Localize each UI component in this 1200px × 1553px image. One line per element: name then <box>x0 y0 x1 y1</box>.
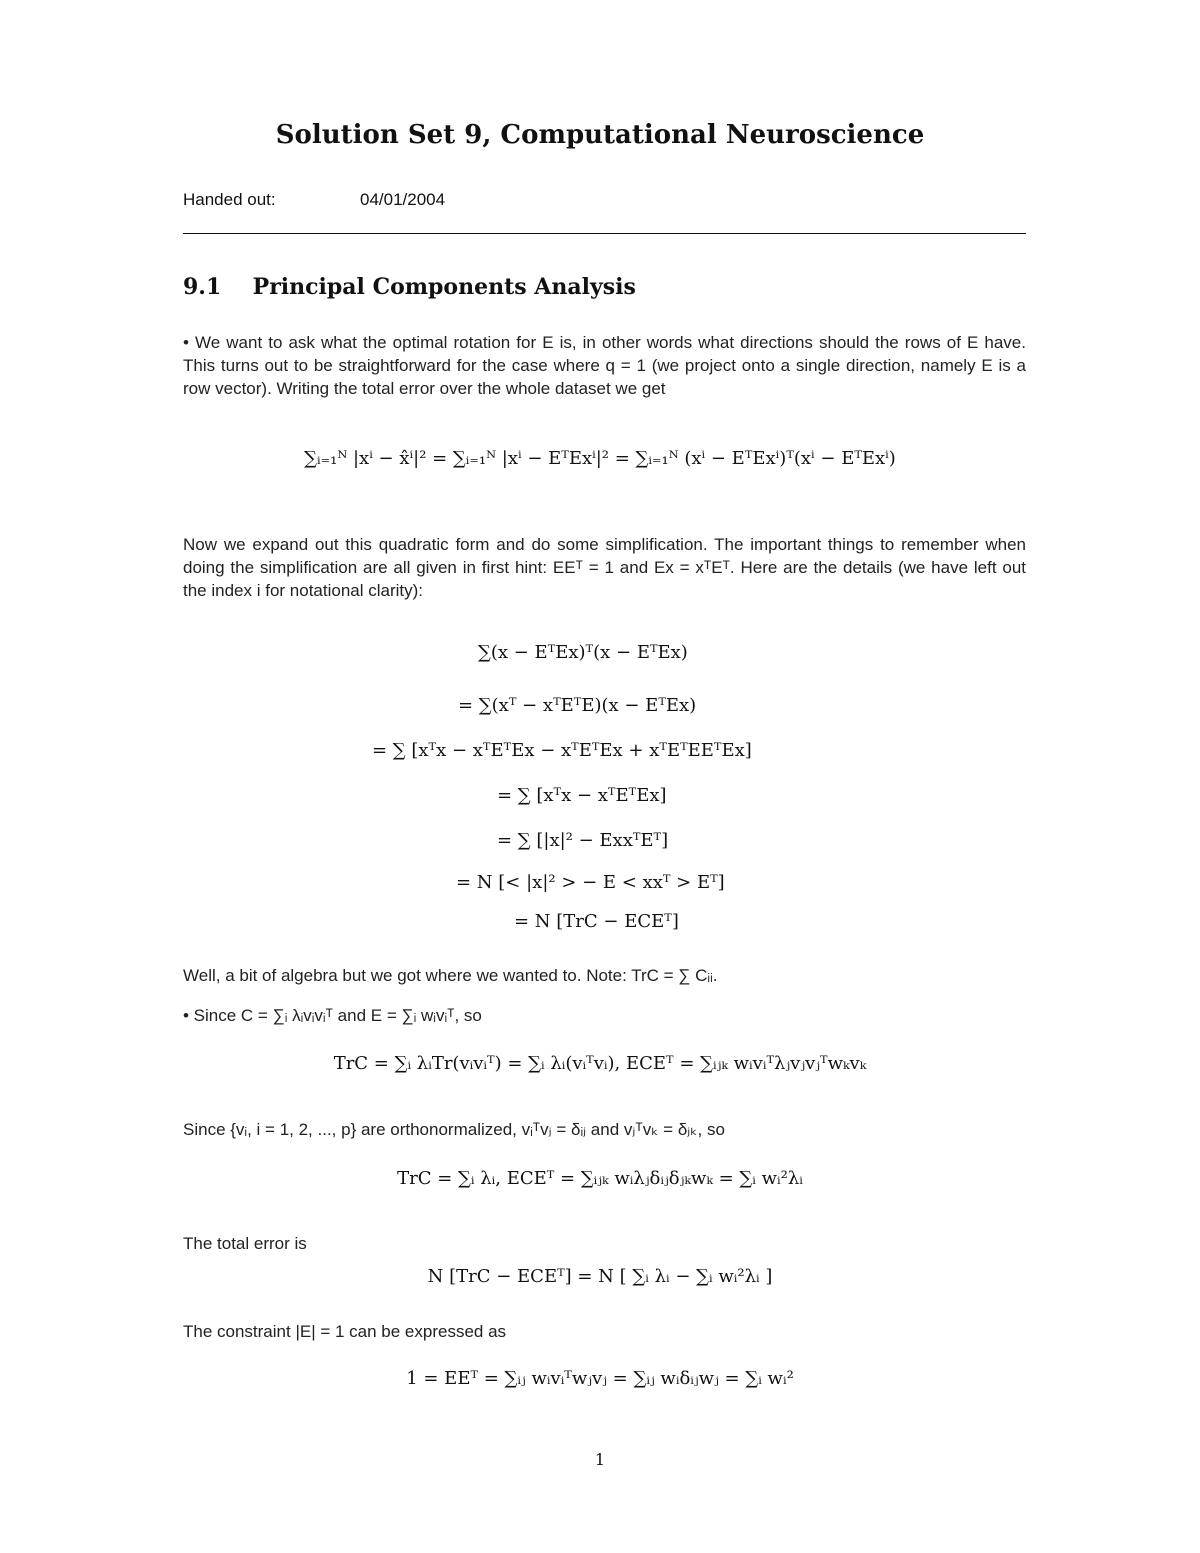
equation-trace-ece: TrC = ∑ᵢ λᵢTr(vᵢvᵢᵀ) = ∑ᵢ λᵢ(vᵢᵀvᵢ), ECEᵀ = ∑ᵢⱼₖ wᵢvᵢᵀλⱼvⱼvⱼᵀwₖvₖ <box>333 1053 867 1074</box>
paragraph-note: Well, a bit of algebra but we got where we wanted to. Note: TrC = ∑ Cᵢᵢ. <box>183 966 718 985</box>
paragraph-orthonormal: Since {vᵢ, i = 1, 2, ..., p} are orthonormalized, vᵢᵀvⱼ = δᵢⱼ and vⱼᵀvₖ = δⱼₖ, so <box>183 1120 725 1139</box>
section-heading <box>183 274 636 300</box>
derivation-line-5: = ∑ [|x|² − ExxᵀEᵀ] <box>497 830 669 851</box>
paragraph-intro: • We want to ask what the optimal rotation for E is, in other words what directions should the rows of E have. This turns out to be straightforward for the case where q = 1 (we project onto a single direction, namely E is a row vector). Writing the total error over the whole dataset we get <box>183 333 1026 398</box>
paragraph-since-c: • Since C = ∑ᵢ λᵢvᵢvᵢᵀ and E = ∑ᵢ wᵢvᵢᵀ, so <box>183 1006 482 1025</box>
page-number: 1 <box>594 1450 606 1469</box>
section-title: Principal Components Analysis <box>252 274 636 300</box>
derivation-line-3: = ∑ [xᵀx − xᵀEᵀEx − xᵀEᵀEx + xᵀEᵀEEᵀEx] <box>372 740 752 761</box>
equation-total-error-result: N [TrC − ECEᵀ] = N [ ∑ᵢ λᵢ − ∑ᵢ wᵢ²λᵢ ] <box>427 1266 773 1287</box>
derivation-line-6: = N [< |x|² > − E < xxᵀ > Eᵀ] <box>456 872 725 893</box>
equation-constraint: 1 = EEᵀ = ∑ᵢⱼ wᵢvᵢᵀwⱼvⱼ = ∑ᵢⱼ wᵢδᵢⱼwⱼ = ∑ᵢ wᵢ² <box>406 1368 794 1389</box>
equation-trace-simplified: TrC = ∑ᵢ λᵢ, ECEᵀ = ∑ᵢⱼₖ wᵢλⱼδᵢⱼδⱼₖwₖ = ∑ᵢ wᵢ²λᵢ <box>397 1168 803 1189</box>
handed-out-label: Handed out: <box>183 190 276 209</box>
derivation-line-7: = N [TrC − ECEᵀ] <box>514 911 679 932</box>
header-rule <box>183 233 1026 234</box>
equation-total-error: ∑ᵢ₌₁ᴺ |xⁱ − x̂ⁱ|² = ∑ᵢ₌₁ᴺ |xⁱ − EᵀExⁱ|² = ∑ᵢ₌₁ᴺ (xⁱ − EᵀExⁱ)ᵀ(xⁱ − EᵀExⁱ) <box>304 448 896 469</box>
document-title: Solution Set 9, Computational Neuroscience <box>275 120 925 150</box>
derivation-line-4: = ∑ [xᵀx − xᵀEᵀEx] <box>497 785 667 806</box>
paragraph-constraint: The constraint |E| = 1 can be expressed as <box>183 1322 507 1341</box>
paragraph-total-error: The total error is <box>183 1234 307 1253</box>
section-number: 9.1 <box>183 274 222 300</box>
handed-out-date: 04/01/2004 <box>360 190 446 209</box>
derivation-line-2: = ∑(xᵀ − xᵀEᵀE)(x − EᵀEx) <box>458 695 697 716</box>
derivation-line-1: ∑(x − EᵀEx)ᵀ(x − EᵀEx) <box>478 642 688 663</box>
paragraph-expand: Now we expand out this quadratic form and do some simplification. The important things to remember when doing the simplification are all given in first hint: EEᵀ = 1 and Ex = xᵀEᵀ. Here are the details (we have left out the index i for notational clarity): <box>183 535 1026 600</box>
